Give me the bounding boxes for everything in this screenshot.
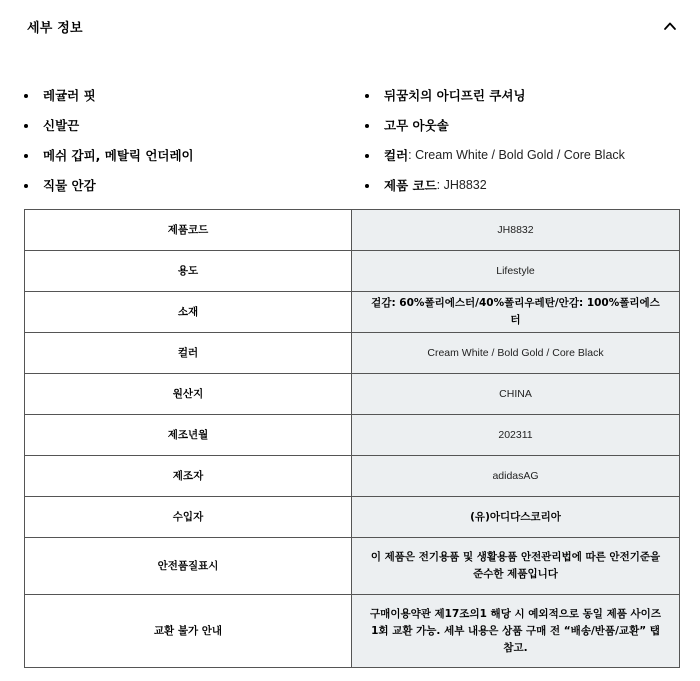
bullet-icon — [24, 184, 28, 188]
chevron-up-icon[interactable] — [662, 18, 678, 34]
table-row — [25, 374, 680, 415]
table-row — [25, 538, 680, 595]
spec-table — [24, 209, 680, 668]
bullet-icon — [365, 124, 369, 128]
table-row — [25, 415, 680, 456]
list-item — [365, 170, 625, 200]
feature-column-left — [24, 80, 194, 200]
spec-key: 원산지 — [25, 374, 352, 415]
list-item — [365, 110, 625, 140]
spec-value: 겉감: 60%폴리에스터/40%폴리우레탄/안감: 100%폴리에스터 — [352, 292, 680, 333]
details-title: 세부 정보 — [27, 21, 83, 36]
spec-key: 제조자 — [25, 456, 352, 497]
bullet-icon — [365, 184, 369, 188]
spec-value: JH8832 — [352, 210, 680, 251]
spec-value: 이 제품은 전기용품 및 생활용품 안전관리법에 따른 안전기준을 준수한 제품입니다 — [352, 538, 680, 595]
spec-value: (유)아디다스코리아 — [352, 497, 680, 538]
details-accordion-header[interactable] — [0, 0, 700, 52]
spec-value: 구매이용약관 제17조의1 해당 시 예외적으로 동일 제품 사이즈 1회 교환 가능. 세부 내용은 상품 구매 전 “배송/반품/교환” 탭 참고. — [352, 595, 680, 668]
spec-value: CHINA — [352, 374, 680, 415]
spec-key: 제조년월 — [25, 415, 352, 456]
list-item — [24, 140, 194, 170]
feature-label: 컬러 — [384, 148, 409, 163]
table-row — [25, 251, 680, 292]
feature-label: 메쉬 갑피, 메탈릭 언더레이 — [43, 148, 194, 163]
feature-value: : JH8832 — [436, 178, 487, 192]
feature-label: 신발끈 — [43, 118, 80, 133]
spec-key: 용도 — [25, 251, 352, 292]
list-item — [365, 140, 625, 170]
list-item — [24, 170, 194, 200]
bullet-icon — [365, 154, 369, 158]
table-row — [25, 210, 680, 251]
feature-label: 고무 아웃솔 — [384, 118, 449, 133]
list-item — [24, 110, 194, 140]
bullet-icon — [24, 124, 28, 128]
spec-key: 안전품질표시 — [25, 538, 352, 595]
feature-label: 직물 안감 — [43, 178, 96, 193]
spec-value: 202311 — [352, 415, 680, 456]
feature-label: 뒤꿈치의 아디프린 쿠셔닝 — [384, 88, 526, 103]
spec-value: adidasAG — [352, 456, 680, 497]
feature-value: : Cream White / Bold Gold / Core Black — [408, 148, 625, 162]
bullet-icon — [365, 94, 369, 98]
feature-column-right — [365, 80, 625, 200]
spec-key: 교환 불가 안내 — [25, 595, 352, 668]
bullet-icon — [24, 94, 28, 98]
bullet-icon — [24, 154, 28, 158]
list-item — [365, 80, 625, 110]
table-row — [25, 456, 680, 497]
table-row — [25, 497, 680, 538]
feature-label: 제품 코드 — [384, 178, 437, 193]
spec-value: Lifestyle — [352, 251, 680, 292]
list-item — [24, 80, 194, 110]
table-row — [25, 333, 680, 374]
table-row — [25, 292, 680, 333]
spec-key: 컬러 — [25, 333, 352, 374]
table-row — [25, 595, 680, 668]
spec-key: 소재 — [25, 292, 352, 333]
spec-value: Cream White / Bold Gold / Core Black — [352, 333, 680, 374]
feature-label: 레귤러 핏 — [43, 88, 96, 103]
spec-key: 수입자 — [25, 497, 352, 538]
spec-key: 제품코드 — [25, 210, 352, 251]
